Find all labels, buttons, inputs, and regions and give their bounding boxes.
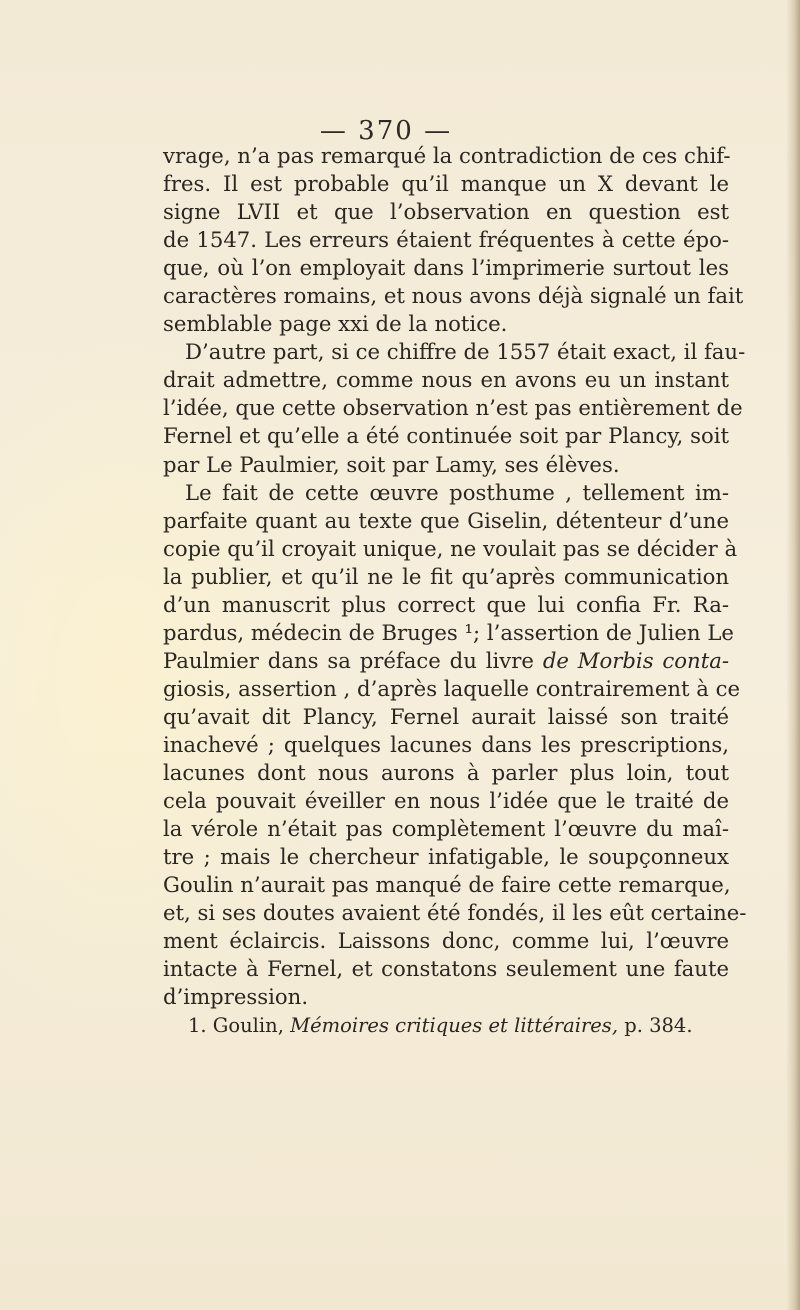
text-line: Goulin n’aurait pas manqué de faire cette remarque, [163,872,731,898]
body-text [163,142,747,1011]
text-line: cela pouvait éveiller en nous l’idée que le traité de [163,788,729,814]
text-line: d’un manuscrit plus correct que lui confia Fr. Ra- [163,591,729,617]
page-edge-shadow [786,0,800,1310]
text-line: la publier, et qu’il ne le fit qu’après communication [163,563,729,589]
text-line: Fernel et qu’elle a été continuée soit par Plancy, soit [163,423,729,449]
italic-title: de Morbis conta- [542,647,730,673]
text-line-with-italic [163,647,729,675]
text-line: lacunes dont nous aurons à parler plus loin, tout [163,760,729,786]
footnote-title: Mémoires critiques et littéraires, [290,1014,619,1037]
text-line: semblable page xxi de la notice. [163,311,508,337]
text-line: la vérole n’était pas complètement l’œuvre du maî- [163,816,729,842]
text-line: d’impression. [163,984,309,1010]
text-line: vrage, n’a pas remarqué la contradiction de ces chif- [163,143,731,168]
footnote [188,1012,728,1040]
text-line: copie qu’il croyait unique, ne voulait pas se décider à [163,535,738,561]
text-line: tre ; mais le chercheur infatigable, le soupçonneux [163,844,729,870]
text-line: parfaite quant au texte que Giselin, détenteur d’une [163,507,729,533]
footnote-suffix: p. 384. [624,1014,693,1037]
footnote-prefix: 1. Goulin, [188,1014,284,1037]
text-line: inachevé ; quelques lacunes dans les prescriptions, [163,731,729,757]
text-line: signe LVII et que l’observation en question est [163,199,729,225]
text-line: Le fait de cette œuvre posthume , tellement im- [185,479,729,505]
text-line: ment éclaircis. Laissons donc, comme lui, l’œuvre [163,928,729,954]
text-line: fres. Il est probable qu’il manque un X devant le [163,171,729,197]
text-line: intacte à Fernel, et constatons seulement une faute [163,956,729,982]
text-line: pardus, médecin de Bruges ¹; l’assertion de Julien Le [163,619,734,645]
text-line: caractères romains, et nous avons déjà signalé un fait [163,283,744,309]
text-line: l’idée, que cette observation n’est pas entièrement de [163,395,743,421]
text-line: par Le Paulmier, soit par Lamy, ses élèves. [163,451,620,477]
text-fragment: Paulmier dans sa préface du livre [163,647,534,673]
text-line: que, où l’on employait dans l’imprimerie surtout les [163,255,729,281]
text-line: drait admettre, comme nous en avons eu un instant [163,367,729,393]
text-line: de 1547. Les erreurs étaient fréquentes à cette épo- [163,227,729,253]
text-line: qu’avait dit Plancy, Fernel aurait laissé son traité [163,703,729,729]
text-line: D’autre part, si ce chiffre de 1557 était exact, il fau- [185,339,746,365]
page-number: — 370 — [319,116,453,146]
text-line: et, si ses doutes avaient été fondés, il les eût certaine- [163,900,747,926]
text-line: giosis, assertion , d’après laquelle contrairement à ce [163,675,741,701]
